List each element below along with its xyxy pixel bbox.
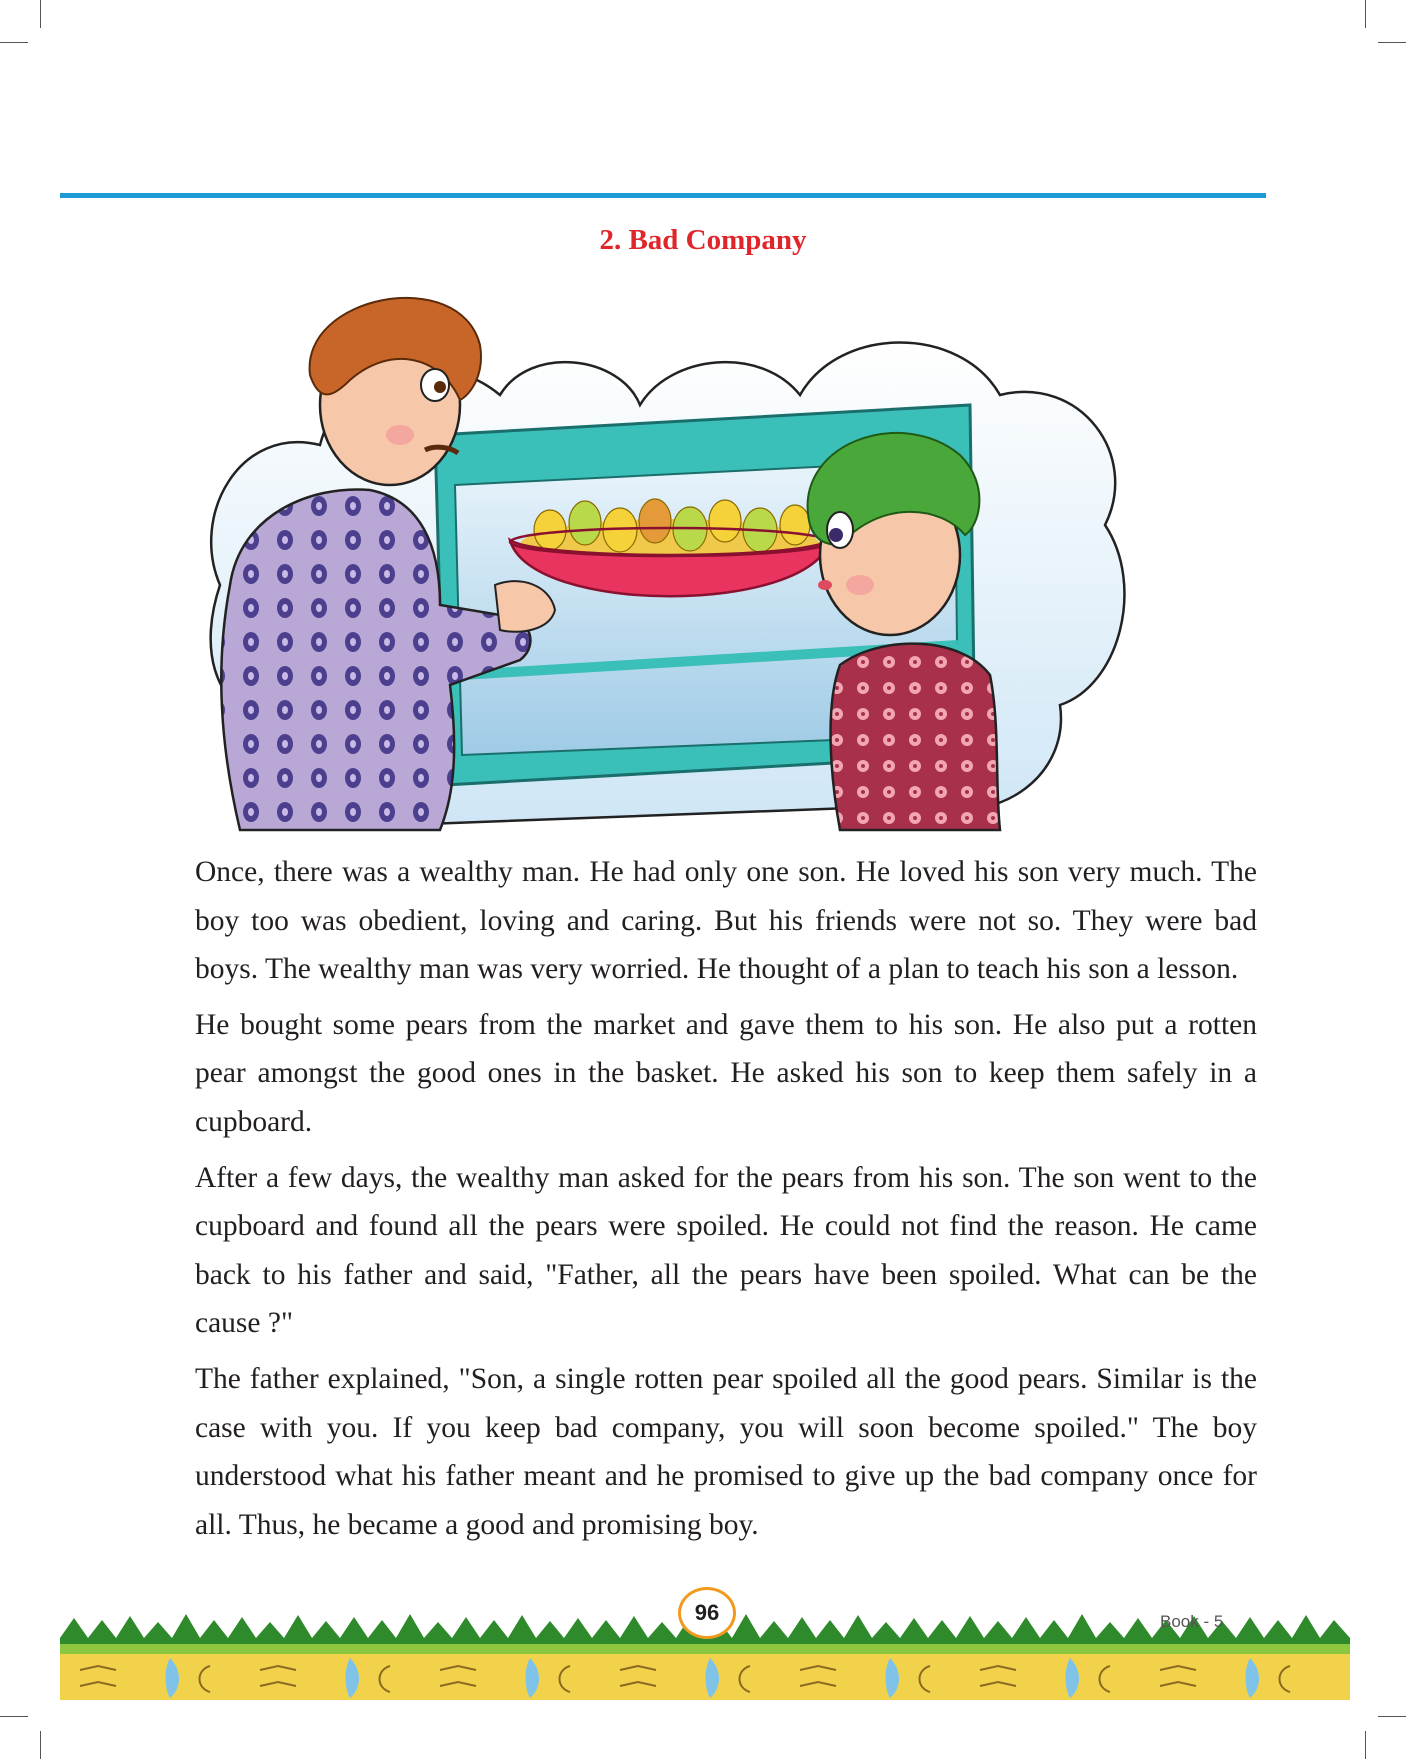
crop-mark-tr-v <box>1365 0 1366 28</box>
paragraph-1: Once, there was a wealthy man. He had only one son. He loved his son very much. The boy too was obedient, loving and caring. But his friends were not so. They were bad boys. The wealthy man was very worried. He thought of a plan to teach his son a lesson. <box>195 856 1257 986</box>
paragraph-4: The father explained, "Son, a single rotten pear spoiled all the good pears. Similar is the case with you. If you keep bad company, you will soon become spoiled." The boy understood what his father meant and he promised to give up the bad company once for all. Thus, he became a good and promising boy. <box>195 1362 1257 1541</box>
crop-mark-bl-v <box>40 1731 41 1759</box>
crop-mark-tl-h <box>0 42 28 43</box>
page-number: 96 <box>678 1587 736 1639</box>
paragraph-2: He bought some pears from the market and gave them to his son. He also put a rotten pear amongst the good ones in the basket. He asked his son to keep them safely in a cupboard. <box>195 1008 1257 1138</box>
crop-mark-tl-v <box>40 0 41 28</box>
header-rule <box>60 193 1266 198</box>
crop-mark-bl-h <box>0 1716 28 1717</box>
paragraph-3: After a few days, the wealthy man asked for the pears from his son. The son went to the cupboard and found all the pears were spoiled. He could not find the reason. He came back to his father and said, "Father, all the pears have been spoiled. What can be the cause ?" <box>195 1161 1257 1340</box>
book-label: Book - 5 <box>1160 1612 1224 1631</box>
crop-mark-br-v <box>1365 1731 1366 1759</box>
story-title: 2. Bad Company <box>599 224 807 256</box>
father-son-pears-icon <box>200 285 1130 840</box>
crop-mark-br-h <box>1378 1716 1406 1717</box>
crop-mark-tr-h <box>1378 42 1406 43</box>
story-text <box>195 848 1257 1556</box>
